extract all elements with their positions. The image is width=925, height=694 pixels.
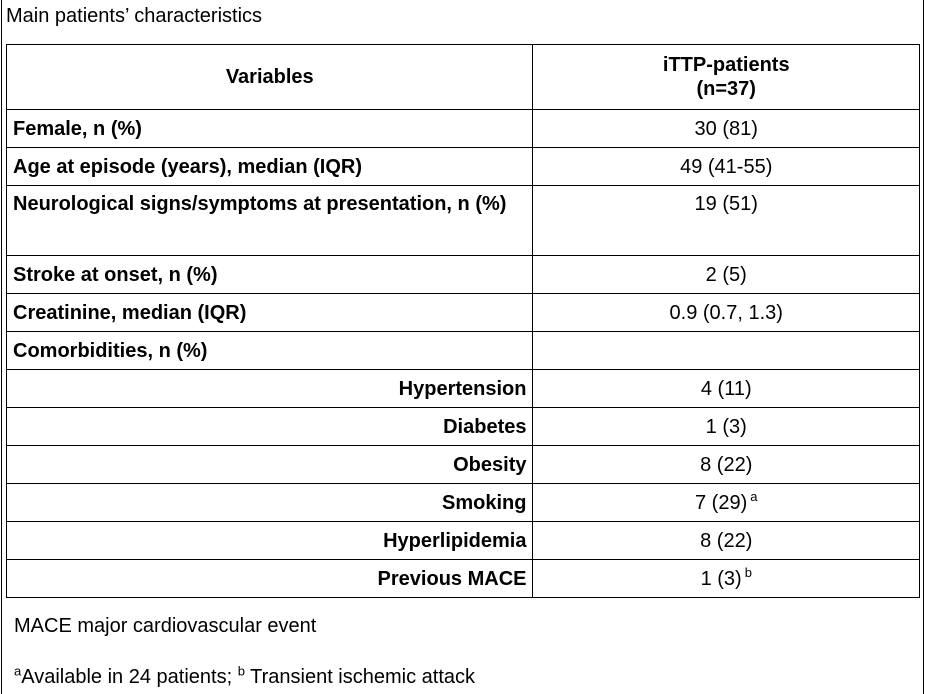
table-row [7, 484, 920, 522]
header-group-n: (n=37) [696, 78, 756, 100]
row-label: Hypertension [7, 370, 533, 408]
footnote-a-text: Available in 24 patients; [21, 666, 238, 688]
table-row [7, 446, 920, 484]
row-value: 19 (51) [533, 186, 920, 256]
row-value-cell [533, 484, 920, 522]
row-label: Stroke at onset, n (%) [7, 256, 533, 294]
row-value: 2 (5) [533, 256, 920, 294]
row-label: Diabetes [7, 408, 533, 446]
row-label: Neurological signs/symptoms at presentation, n (%) [7, 186, 533, 256]
row-label: Age at episode (years), median (IQR) [7, 148, 533, 186]
row-label: Previous MACE [7, 560, 533, 598]
footnote-mark-b: b [237, 663, 245, 679]
header-group [533, 45, 920, 110]
header-group-name: iTTP-patients [662, 54, 790, 76]
row-value: 8 (22) [533, 522, 920, 560]
table-row [7, 186, 920, 256]
row-value: 1 (3) [533, 408, 920, 446]
table-caption: Main patients’ characteristics [6, 5, 263, 27]
row-value: 30 (81) [533, 110, 920, 148]
table-row [7, 294, 920, 332]
row-value: 4 (11) [533, 370, 920, 408]
row-label: Comorbidities, n (%) [7, 332, 533, 370]
row-value [533, 332, 920, 370]
table-row [7, 332, 920, 370]
row-label: Creatinine, median (IQR) [7, 294, 533, 332]
footnote-b-text: Transient ischemic attack [244, 666, 476, 688]
table-row [7, 110, 920, 148]
row-label: Female, n (%) [7, 110, 533, 148]
footnote-mark-a: a [14, 663, 22, 679]
row-value: 7 (29) [695, 491, 748, 514]
table-row [7, 148, 920, 186]
row-value: 8 (22) [533, 446, 920, 484]
row-value-cell [533, 560, 920, 598]
table-row [7, 522, 920, 560]
header-variables: Variables [7, 45, 533, 110]
table-row [7, 408, 920, 446]
row-value: 1 (3) [700, 567, 742, 590]
row-value: 49 (41-55) [533, 148, 920, 186]
characteristics-table [6, 44, 920, 598]
abbreviation-footnote: MACE major cardiovascular event [14, 615, 317, 637]
table-row [7, 256, 920, 294]
table-row [7, 560, 920, 598]
row-label: Smoking [7, 484, 533, 522]
row-label: Obesity [7, 446, 533, 484]
footnote-ref: a [750, 488, 758, 504]
footnote-ref: b [744, 564, 752, 580]
document-frame [1, 0, 924, 694]
row-label: Hyperlipidemia [7, 522, 533, 560]
row-value: 0.9 (0.7, 1.3) [533, 294, 920, 332]
reference-footnote [14, 665, 475, 689]
table-header-row [7, 45, 920, 110]
table-row [7, 370, 920, 408]
